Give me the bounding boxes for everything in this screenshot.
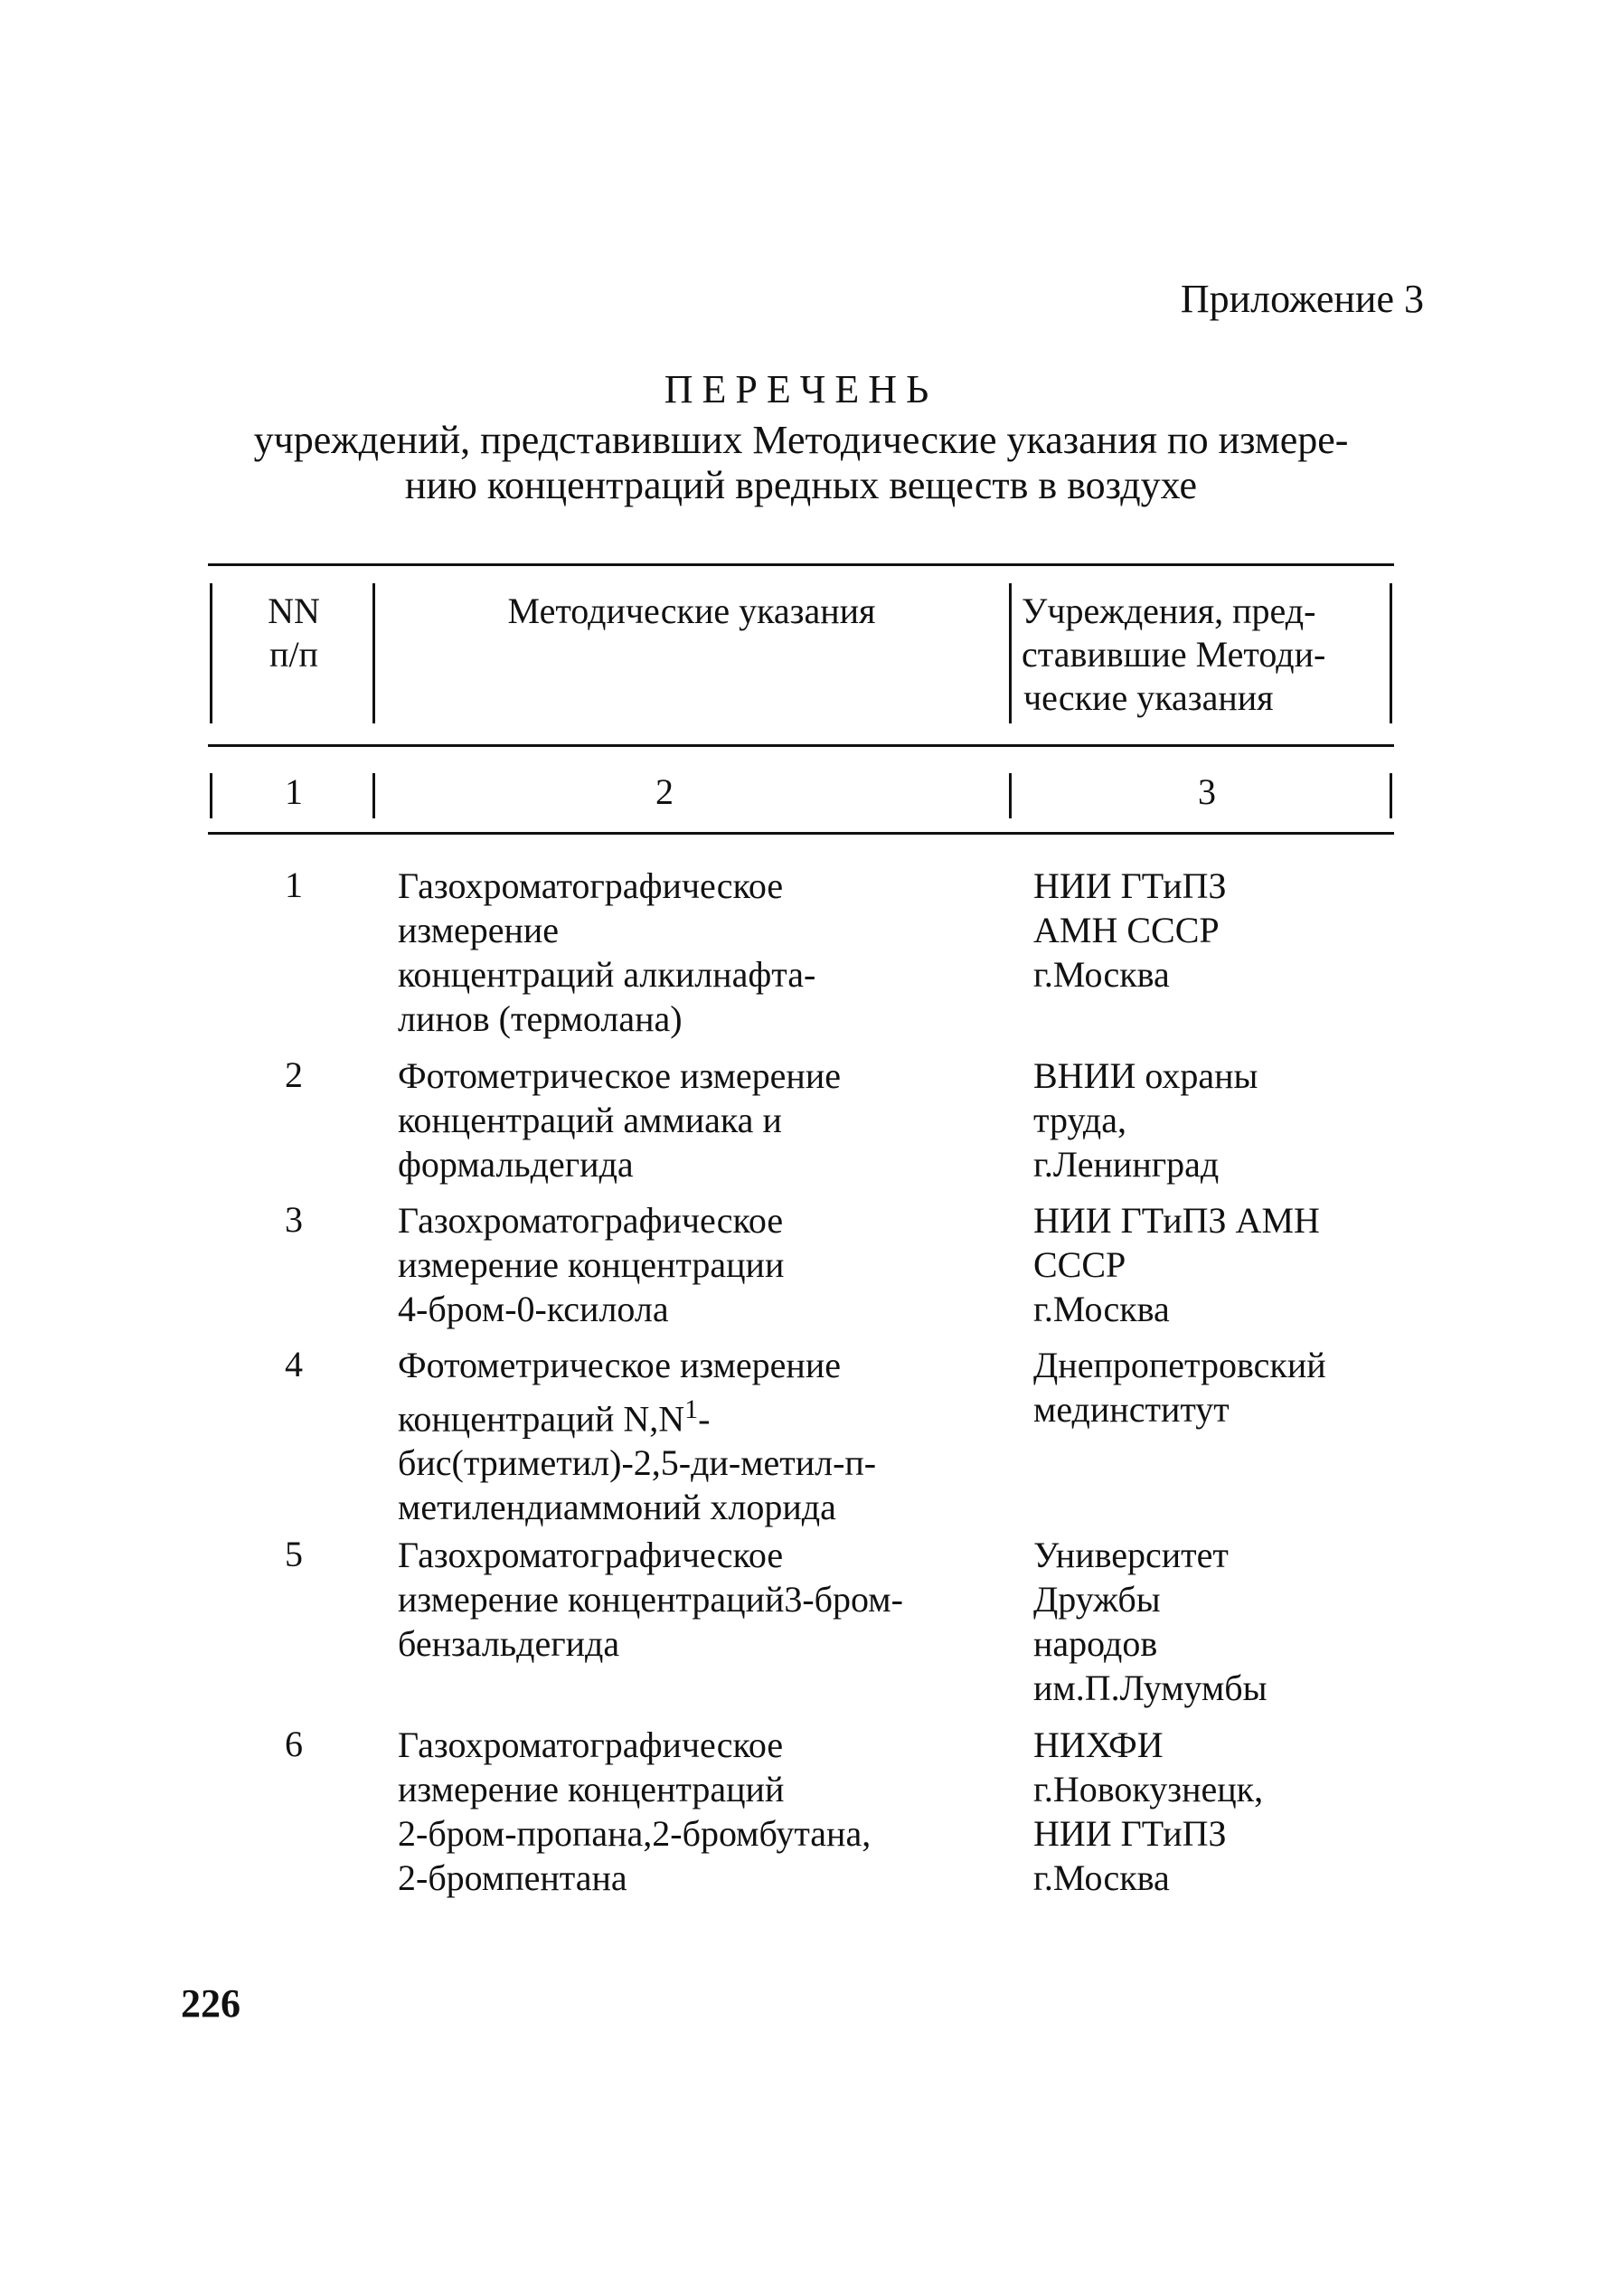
- row-method-line: бис(триметил)-2,5-ди-метил-п-: [398, 1442, 877, 1484]
- header-col-methods: Методические указания: [507, 591, 876, 631]
- row-institution-line: Днепропетровский: [1033, 1345, 1326, 1385]
- header-col-institutions-line: ставившие Методи-: [1022, 634, 1326, 675]
- row-method-line: бензальдегида: [398, 1623, 620, 1664]
- row-institution-line: мединститут: [1033, 1389, 1230, 1430]
- row-method: [398, 864, 815, 1041]
- subtitle-line: нию концентраций вредных веществ в воздухе: [404, 463, 1198, 507]
- row-number: 4: [285, 1344, 303, 1384]
- appendix-label: Приложение 3: [1180, 277, 1424, 321]
- row-institution: [1033, 1054, 1258, 1186]
- column-number-2: 2: [655, 771, 674, 812]
- row-institution: [1033, 1723, 1263, 1900]
- row-institution-line: г.Ленинград: [1033, 1144, 1220, 1185]
- row-institution-line: НИИ ГТиПЗ АМН: [1033, 1200, 1320, 1241]
- header-left-border: [210, 583, 212, 723]
- header-col-institutions: [1022, 590, 1383, 720]
- row-method-line: измерение концентраций3-бром-: [398, 1579, 903, 1620]
- row-method: [398, 1198, 784, 1331]
- formula-superscript: 1: [684, 1394, 699, 1424]
- row-institution-line: труда,: [1033, 1100, 1127, 1140]
- row-number: 3: [285, 1199, 303, 1240]
- document-subtitle: [190, 418, 1412, 508]
- header-col-institutions-line: ческие указания: [1023, 677, 1274, 718]
- row-method-line: 2-бром-пропана,2-бромбутана,: [398, 1813, 872, 1854]
- formula-base: концентраций N,N: [398, 1398, 685, 1440]
- numrow-right-border: [1390, 773, 1392, 818]
- document-title: ПЕРЕЧЕНЬ: [664, 367, 938, 411]
- row-institution-line: СССР: [1033, 1244, 1126, 1285]
- row-institution-line: им.П.Лумумбы: [1033, 1668, 1267, 1708]
- row-institution: [1033, 1198, 1320, 1331]
- column-number-1: 1: [285, 771, 303, 812]
- header-right-border: [1390, 583, 1392, 723]
- row-method-line: формальдегида: [398, 1144, 634, 1185]
- row-institution-line: АМН СССР: [1033, 910, 1220, 950]
- row-institution-line: НИХФИ: [1033, 1724, 1164, 1765]
- header-bottom-rule: [208, 744, 1394, 747]
- row-method: [398, 1054, 841, 1186]
- header-col-number-line: NN: [268, 591, 320, 631]
- row-method-line: 4-бром-0-ксилола: [398, 1289, 669, 1329]
- row-number: 5: [285, 1534, 303, 1574]
- row-institution-line: г.Москва: [1033, 954, 1170, 995]
- row-method: [398, 1533, 903, 1666]
- row-method-line: концентраций алкилнафта-: [398, 954, 816, 995]
- row-method-line: метилендиаммоний хлорида: [398, 1487, 836, 1528]
- row-method-line: Газохроматографическое: [398, 1535, 784, 1575]
- numrow-left-border: [210, 773, 212, 818]
- row-method-line: 2-бромпентана: [398, 1857, 627, 1898]
- numrow-separator-1: [372, 773, 375, 818]
- row-method-line: Газохроматографическое: [398, 1200, 784, 1241]
- row-institution: [1033, 864, 1227, 997]
- row-number: 1: [285, 865, 303, 905]
- row-institution-line: НИИ ГТиПЗ: [1033, 1813, 1227, 1854]
- row-method: [398, 1343, 876, 1529]
- row-institution-line: Дружбы: [1033, 1579, 1161, 1620]
- row-institution-line: народов: [1033, 1623, 1158, 1664]
- row-method-line: измерение концентраций: [398, 1769, 785, 1809]
- column-numbers-bottom-rule: [208, 832, 1394, 835]
- row-institution-line: Университет: [1033, 1535, 1229, 1575]
- row-institution-line: г.Москва: [1033, 1857, 1170, 1898]
- row-method-line: измерение: [398, 910, 560, 950]
- row-method: [398, 1723, 871, 1900]
- row-method-line: концентраций аммиака и: [398, 1100, 782, 1140]
- row-method-line: Фотометрическое измерение: [398, 1055, 841, 1096]
- row-method-line: линов (термолана): [398, 998, 683, 1039]
- row-institution-line: г.Новокузнецк,: [1033, 1769, 1264, 1809]
- row-number: 2: [285, 1054, 303, 1095]
- header-col-number: [253, 590, 335, 676]
- header-separator-2: [1009, 583, 1012, 723]
- row-method-line: Газохроматографическое: [398, 865, 784, 906]
- row-institution: [1033, 1533, 1267, 1710]
- row-method-line: измерение концентрации: [398, 1244, 785, 1285]
- header-col-institutions-line: Учреждения, пред-: [1022, 591, 1316, 631]
- row-institution-line: ВНИИ охраны: [1033, 1055, 1258, 1096]
- row-institution-line: г.Москва: [1033, 1289, 1170, 1329]
- table-top-rule: [208, 563, 1394, 566]
- subtitle-line: учреждений, представивших Методические указания по измере-: [253, 418, 1349, 462]
- row-method-line: Газохроматографическое: [398, 1724, 784, 1765]
- column-number-3: 3: [1198, 771, 1216, 812]
- page-number: 226: [181, 1981, 240, 2026]
- header-separator-1: [372, 583, 375, 723]
- row-method-line: [398, 1387, 876, 1441]
- formula-hyphen: -: [698, 1398, 711, 1440]
- row-method-line: Фотометрическое измерение: [398, 1345, 841, 1385]
- row-number: 6: [285, 1724, 303, 1764]
- row-institution-line: НИИ ГТиПЗ: [1033, 865, 1227, 906]
- row-institution: [1033, 1343, 1326, 1431]
- header-col-number-line: п/п: [269, 634, 318, 675]
- numrow-separator-2: [1009, 773, 1012, 818]
